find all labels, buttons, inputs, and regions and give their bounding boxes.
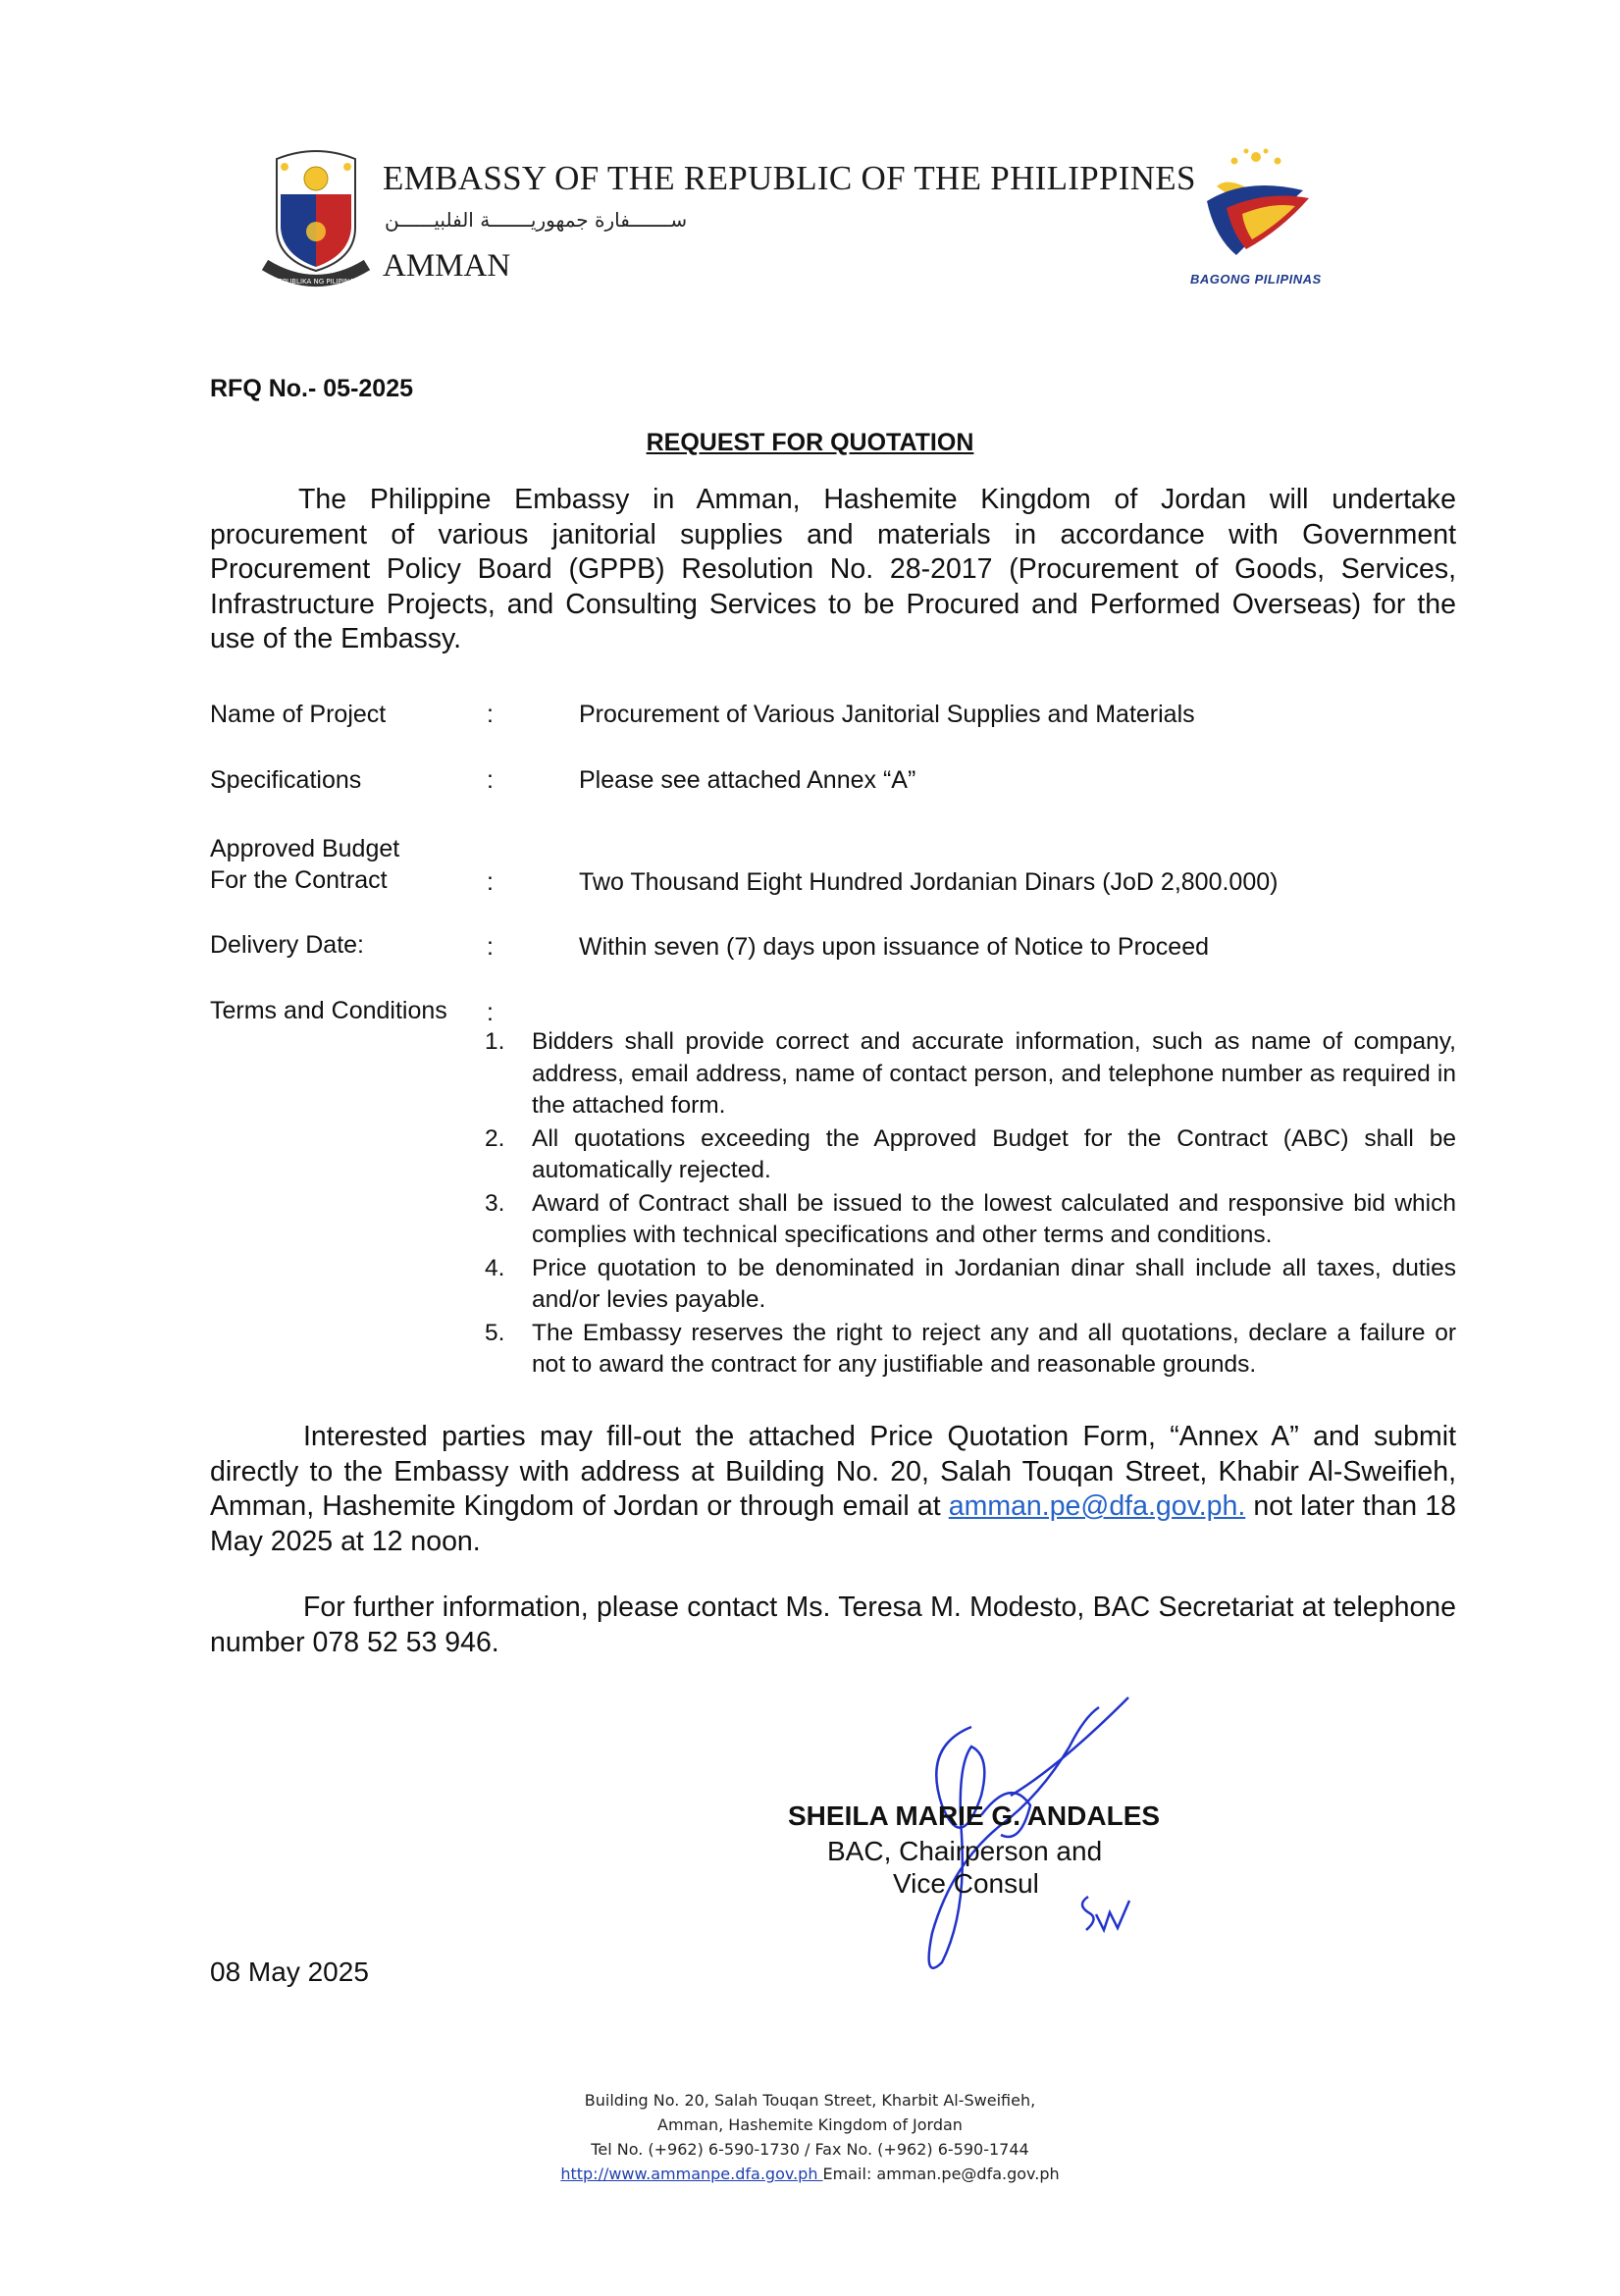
document-date: 08 May 2025 xyxy=(210,1957,369,1987)
term-text: Bidders shall provide correct and accurate information, such as name of company, address, email address, name of contact person, and telephone number as required in the attached form. xyxy=(532,1028,1456,1119)
embassy-name-arabic: ســـــــفارة جمهوريـــــــة الفلبيــــــن xyxy=(385,208,688,232)
document-title xyxy=(0,429,1620,457)
signatory-title-line1: BAC, Chairperson and xyxy=(827,1836,1103,1866)
term-text: Award of Contract shall be issued to the lowest calculated and responsive bid which complies with technical specifications and other terms and conditions. xyxy=(532,1189,1456,1248)
contact-paragraph xyxy=(210,1591,1456,1660)
footer-email-label: Email: xyxy=(822,2165,872,2183)
term-item xyxy=(485,1188,1456,1252)
label-approved-budget-line2: For the Contract xyxy=(210,866,388,894)
term-item xyxy=(485,1026,1456,1122)
term-text: Price quotation to be denominated in Jordanian dinar shall include all taxes, duties and/or levies payable. xyxy=(532,1254,1456,1313)
colon: : xyxy=(487,933,494,961)
value-specifications: Please see attached Annex “A” xyxy=(579,766,916,794)
title-text: REQUEST FOR QUOTATION xyxy=(646,429,974,456)
footer-address-line1: Building No. 20, Salah Touqan Street, Kharbit Al-Sweifieh, xyxy=(584,2091,1036,2110)
submission-email-link[interactable]: amman.pe@dfa.gov.ph. xyxy=(948,1490,1246,1522)
contact-text: For further information, please contact Ms. Teresa M. Modesto, BAC Secretariat at telephone number 078 52 53 946. xyxy=(210,1592,1456,1658)
signatory-title-line2: Vice Consul xyxy=(893,1868,1039,1899)
submission-deadline-text: not later than 18 May 2025 at 12 noon. xyxy=(210,1490,1456,1557)
terms-list xyxy=(485,1026,1456,1383)
label-delivery-date: Delivery Date: xyxy=(210,931,364,959)
submission-text: Interested parties may fill-out the attached Price Quotation Form, “Annex A” and submit directly to the Embassy with address at Building No. 20, Salah Touqan Street, Khabir Al-Sweifieh, Amman, Hashemite Kingdom of Jordan or through email at xyxy=(210,1421,1456,1522)
label-approved-budget-line1: Approved Budget xyxy=(210,835,400,862)
intro-text: The Philippine Embassy in Amman, Hashemite Kingdom of Jordan will undertake procurement of various janitorial supplies and materials in accordance with Government Procurement Policy Board (GPPB) Resolution No. 28-2017 (Procurement of Goods, Services, Infrastructure Projects, and Consulting Services to be Procured and Performed Overseas) for the use of the Embassy. xyxy=(210,484,1456,654)
footer-website-link[interactable]: http://www.ammanpe.dfa.gov.ph xyxy=(560,2165,823,2183)
colon: : xyxy=(487,999,494,1026)
value-name-of-project: Procurement of Various Janitorial Supplies and Materials xyxy=(579,701,1195,728)
value-delivery-date: Within seven (7) days upon issuance of Notice to Proceed xyxy=(579,933,1210,961)
initials-mark xyxy=(1074,1889,1133,1943)
label-name-of-project: Name of Project xyxy=(210,701,387,728)
term-number: 1. xyxy=(485,1028,505,1055)
bagong-pilipinas-text: BAGONG PILIPINAS xyxy=(1190,272,1322,287)
footer-email: amman.pe@dfa.gov.ph xyxy=(876,2165,1060,2183)
term-number: 2. xyxy=(485,1124,505,1152)
svg-text:REPUBLIKA NG PILIPINAS: REPUBLIKA NG PILIPINAS xyxy=(273,278,359,286)
embassy-city: AMMAN xyxy=(383,248,511,284)
term-number: 4. xyxy=(485,1254,505,1281)
colon: : xyxy=(487,868,494,896)
term-text: The Embassy reserves the right to reject any and all quotations, declare a failure or not to award the contract for any justifiable and reasonable grounds. xyxy=(532,1319,1456,1378)
term-item xyxy=(485,1123,1456,1187)
footer-address-line2: Amman, Hashemite Kingdom of Jordan xyxy=(657,2115,963,2134)
bagong-pilipinas-logo xyxy=(1187,147,1325,265)
term-item xyxy=(485,1318,1456,1382)
label-specifications: Specifications xyxy=(210,766,362,794)
colon: : xyxy=(487,766,494,794)
rfq-number: RFQ No.- 05-2025 xyxy=(210,375,414,402)
footer-web-email xyxy=(0,2162,1620,2186)
embassy-seal xyxy=(257,149,375,294)
value-approved-budget: Two Thousand Eight Hundred Jordanian Dinars (JoD 2,800.000) xyxy=(579,868,1279,896)
embassy-name: EMBASSY OF THE REPUBLIC OF THE PHILIPPINES xyxy=(383,159,1196,197)
term-text: All quotations exceeding the Approved Budget for the Contract (ABC) shall be automatically rejected. xyxy=(532,1124,1456,1183)
colon: : xyxy=(487,701,494,728)
intro-paragraph xyxy=(210,483,1456,657)
term-item xyxy=(485,1253,1456,1317)
term-number: 3. xyxy=(485,1189,505,1217)
signatory-name: SHEILA MARIE G. ANDALES xyxy=(788,1800,1161,1831)
footer-phone-fax: Tel No. (+962) 6-590-1730 / Fax No. (+962) 6-590-1744 xyxy=(591,2140,1029,2159)
term-number: 5. xyxy=(485,1319,505,1346)
label-terms-and-conditions: Terms and Conditions xyxy=(210,997,447,1024)
submission-paragraph xyxy=(210,1420,1456,1559)
